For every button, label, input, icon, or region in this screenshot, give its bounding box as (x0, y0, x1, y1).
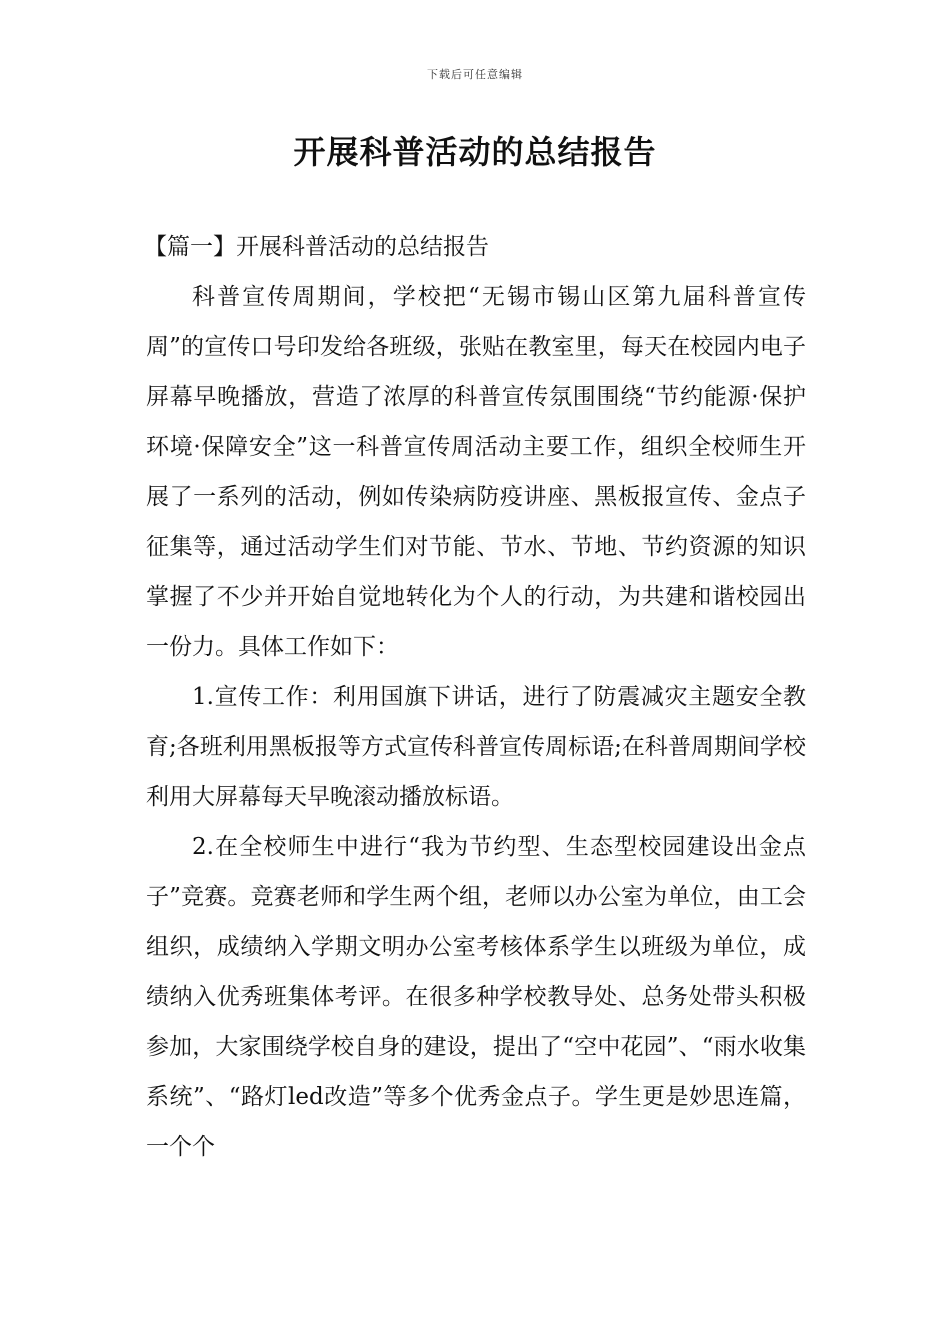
document-title: 开展科普活动的总结报告 (293, 133, 657, 171)
section-heading: 【篇一】开展科普活动的总结报告 (144, 234, 489, 260)
paragraph-intro: 科普宣传周期间，学校把“无锡市锡山区第九届科普宣传周”的宣传口号印发给各班级，张贴在教室里，每天在校园内电子屏幕早晚播放，营造了浓厚的科普宣传氛围围绕“节约能源·保护环境·保障安全”这一科普宣传周活动主要工作，组织全校师生开展了一系列的活动，例如传染病防疫讲座、黑板报宣传、金点子征集等，通过活动学生们对节能、节水、节地、节约资源的知识掌握了不少并开始自觉地转化为个人的行动，为共建和谐校园出一份力。具体工作如下： (146, 284, 806, 660)
header-note: 下载后可任意编辑 (427, 68, 523, 81)
document-body (146, 222, 806, 1172)
paragraph-item-1: 1.宣传工作：利用国旗下讲话，进行了防震减灾主题安全教育;各班利用黑板报等方式宣传科普宣传周标语;在科普周期间学校利用大屏幕每天早晚滚动播放标语。 (146, 684, 806, 810)
paragraph-item-2: 2.在全校师生中进行“我为节约型、生态型校园建设出金点子”竞赛。竞赛老师和学生两个组，老师以办公室为单位，由工会组织，成绩纳入学期文明办公室考核体系学生以班级为单位，成绩纳入优秀班集体考评。在很多种学校教导处、总务处带头积极参加，大家围绕学校自身的建设，提出了“空中花园”、“雨水收集系统”、“路灯led改造”等多个优秀金点子。学生更是妙思连篇，一个个 (146, 834, 806, 1160)
